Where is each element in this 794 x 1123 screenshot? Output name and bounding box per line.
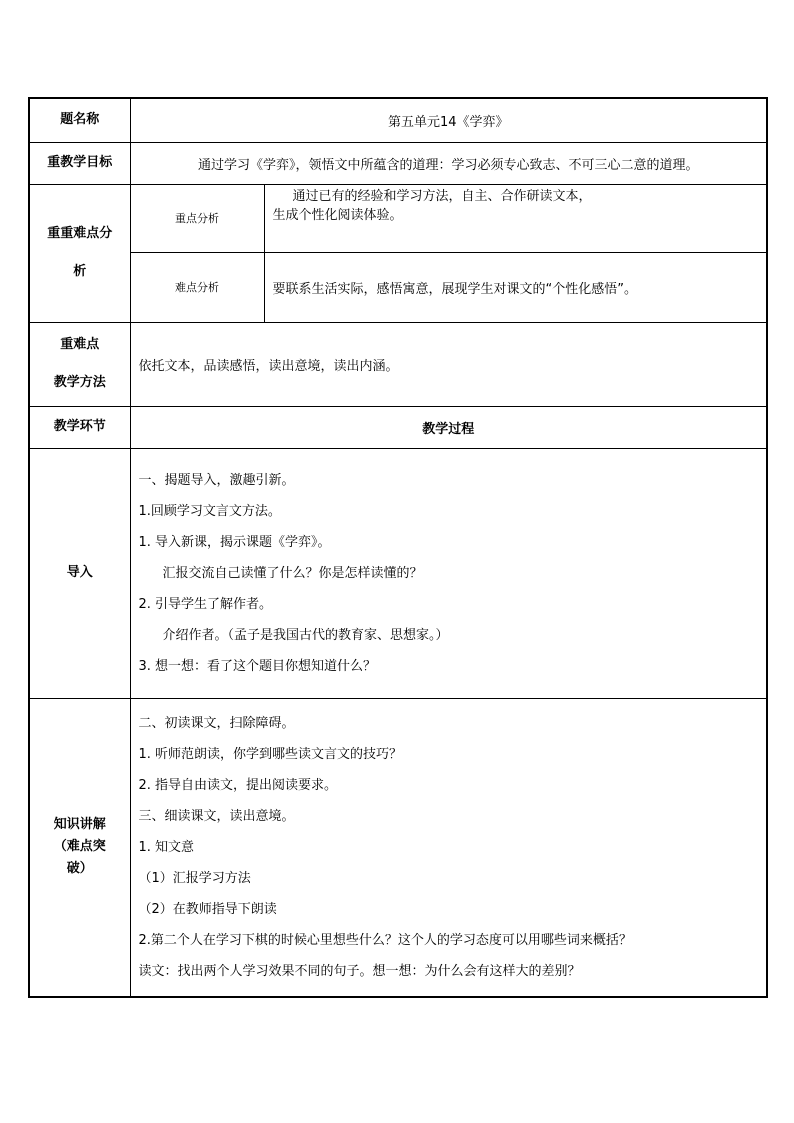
process-header-label: 教学过程 bbox=[130, 406, 767, 448]
analysis-label-line1: 重重难点分 bbox=[47, 226, 113, 241]
key-analysis-line2: 生成个性化阅读体验。 bbox=[272, 207, 403, 223]
title-label: 题名称 bbox=[29, 98, 130, 142]
row-difficult-analysis bbox=[29, 252, 767, 322]
knowledge-line: 三、细读课文，读出意境。 bbox=[138, 808, 295, 824]
method-label-cell bbox=[29, 322, 130, 406]
key-analysis-value bbox=[264, 184, 767, 252]
knowledge-line: 2.第二个人在学习下棋的时候心里想些什么？这个人的学习态度可以用哪些词来概括？ bbox=[138, 932, 632, 948]
goal-value: 通过学习《学弈》，领悟文中所蕴含的道理：学习必须专心致志、不可三心二意的道理。 bbox=[130, 142, 767, 184]
intro-line: 1. 导入新课，揭示课题《学弈》。 bbox=[138, 534, 331, 550]
difficult-analysis-label: 难点分析 bbox=[130, 252, 264, 322]
knowledge-line: 2. 指导自由读文，提出阅读要求。 bbox=[138, 777, 338, 793]
knowledge-label-line1: 知识讲解 bbox=[53, 817, 106, 833]
analysis-label-line2: 析 bbox=[73, 264, 87, 279]
intro-line: 3. 想一想：看了这个题目你想知道什么？ bbox=[138, 658, 377, 674]
intro-content bbox=[130, 448, 767, 698]
intro-line: 1.回顾学习文言文方法。 bbox=[138, 503, 281, 519]
method-label-line1: 重难点 bbox=[60, 337, 100, 352]
intro-line: 2. 引导学生了解作者。 bbox=[138, 596, 273, 612]
knowledge-line: 二、初读课文，扫除障碍。 bbox=[138, 715, 295, 731]
key-analysis-label: 重点分析 bbox=[130, 184, 264, 252]
method-value: 依托文本，品读感悟，读出意境，读出内涵。 bbox=[130, 322, 767, 406]
knowledge-line: 1. 知文意 bbox=[138, 839, 195, 855]
title-value: 第五单元14《学弈》 bbox=[130, 98, 767, 142]
method-label-line2: 教学方法 bbox=[53, 375, 106, 390]
knowledge-label-line3: 破） bbox=[66, 861, 93, 877]
knowledge-line: 读文：找出两个人学习效果不同的句子。想一想：为什么会有这样大的差别？ bbox=[138, 963, 581, 979]
knowledge-label-line2: （难点突 bbox=[53, 839, 106, 855]
row-key-analysis bbox=[29, 184, 767, 252]
row-knowledge bbox=[29, 698, 767, 997]
knowledge-label-cell bbox=[29, 698, 130, 997]
knowledge-line: （2）在教师指导下朗读 bbox=[138, 901, 277, 917]
analysis-label-cell bbox=[29, 184, 130, 322]
intro-line: 一、揭题导入，激趣引新。 bbox=[138, 472, 295, 488]
lesson-plan-table bbox=[28, 97, 768, 998]
row-header bbox=[29, 406, 767, 448]
intro-line: 介绍作者。（孟子是我国古代的教育家、思想家。） bbox=[162, 627, 449, 643]
row-method bbox=[29, 322, 767, 406]
row-intro bbox=[29, 448, 767, 698]
row-goal bbox=[29, 142, 767, 184]
key-analysis-line1: 通过已有的经验和学习方法，自主、合作研读文本， bbox=[292, 188, 592, 204]
row-title bbox=[29, 98, 767, 142]
knowledge-content bbox=[130, 698, 767, 997]
knowledge-line: （1）汇报学习方法 bbox=[138, 870, 251, 886]
intro-line: 汇报交流自己读懂了什么？你是怎样读懂的？ bbox=[162, 565, 423, 581]
stage-header-label: 教学环节 bbox=[29, 406, 130, 448]
knowledge-line: 1. 听师范朗读，你学到哪些读文言文的技巧？ bbox=[138, 746, 403, 762]
intro-label: 导入 bbox=[29, 448, 130, 698]
difficult-analysis-value: 要联系生活实际，感悟寓意，展现学生对课文的“个性化感悟”。 bbox=[264, 252, 767, 322]
goal-label: 重教学目标 bbox=[29, 142, 130, 184]
